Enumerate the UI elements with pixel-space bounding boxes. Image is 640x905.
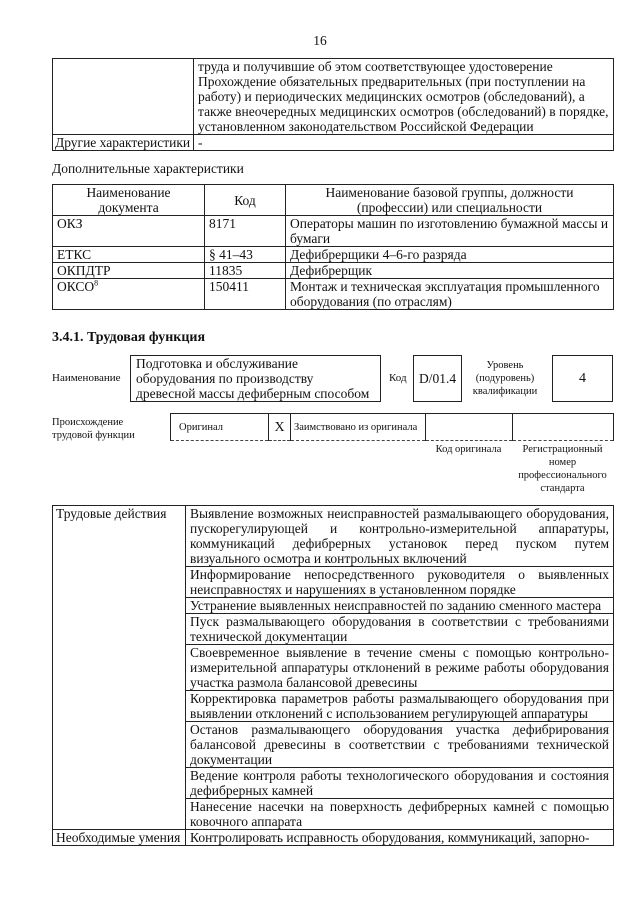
labor-action-item: Корректировка параметров работы размалывающего оборудования при выявлении отклонений с использованием регулирующей аппаратуры — [186, 691, 614, 722]
medical-exam-paragraph: Прохождение обязательных предварительных (при поступлении на работу) и периодических медицинских осмотров (обследований), а также внеочередных медицинских осмотров (обследований) в порядке, установленном законодательством Российской Федерации — [198, 74, 609, 134]
other-characteristics-label: Другие характеристики — [53, 135, 194, 151]
code-label: Код — [389, 372, 407, 384]
labor-action-item: Останов размалывающего оборудования участка дефибрирования балансовой древесины в соответствии с требованиями технической документации — [186, 722, 614, 768]
row-document-cell — [53, 279, 205, 310]
table-row — [53, 247, 614, 263]
requirements-paragraph: труда и получившие об этом соответствующее удостоверение — [198, 59, 553, 74]
labor-action-item: Ведение контроля работы технологического оборудования и состояния дефибрерных камней — [186, 768, 614, 799]
row-group-name: Операторы машин по изготовлению бумажной массы и бумаги — [286, 216, 614, 247]
registration-number-caption: Регистрационный номер профессионального стандарта — [518, 444, 607, 494]
requirements-text-cell — [194, 59, 614, 135]
header-code: Код — [205, 185, 286, 216]
labor-action-item: Пуск размалывающего оборудования в соответствии с требованиями технической документации — [186, 614, 614, 645]
labor-actions-table — [52, 505, 614, 846]
origin-table — [170, 413, 614, 441]
original-code-caption: Код оригинала — [435, 444, 502, 455]
labor-action-item: Нанесение насечки на поверхность дефибрерных камней с помощью ковочного аппарата — [186, 799, 614, 830]
name-label: Наименование — [52, 372, 121, 384]
function-name-box: Подготовка и обслуживание оборудования по производству древесной массы дефиберным способом — [130, 355, 381, 402]
row-document: ОКСО — [57, 279, 95, 294]
row-group-name: Дефибрерщики 4–6-го разряда — [286, 247, 614, 263]
row-code: 11835 — [205, 263, 286, 279]
page-number: 16 — [313, 33, 327, 48]
original-code-cell — [426, 414, 513, 441]
table-row — [53, 263, 614, 279]
requirements-label-cell — [53, 59, 194, 135]
section-title: 3.4.1. Трудовая функция — [52, 330, 206, 345]
header-document-name: Наименование документа — [53, 185, 205, 216]
table-row — [53, 216, 614, 247]
labor-action-item: Выявление возможных неисправностей размалывающего оборудования, пускорегулирующей и контрольно-измерительной аппаратуры, коммуникаций дефибрерных установок перед пуском путем визуального осмотра и контрольных включений — [186, 506, 614, 567]
function-code-box — [413, 355, 462, 402]
other-characteristics-value: - — [194, 135, 614, 151]
row-document: ЕТКС — [53, 247, 205, 263]
row-document: ОКЗ — [53, 216, 205, 247]
required-skills-label: Необходимые умения — [53, 830, 186, 846]
row-code: 8171 — [205, 216, 286, 247]
origin-label: Происхождение трудовой функции — [52, 417, 135, 441]
row-code: § 41–43 — [205, 247, 286, 263]
labor-action-item: Устранение выявленных неисправностей по заданию сменного мастера — [186, 598, 614, 614]
function-code: D/01.4 — [418, 370, 457, 386]
additional-characteristics-table — [52, 184, 614, 310]
row-code: 150411 — [205, 279, 286, 310]
qualification-level-box — [552, 355, 613, 402]
borrowed-cell: Заимствовано из оригинала — [291, 414, 426, 441]
table-row — [53, 279, 614, 310]
table-row — [53, 506, 614, 567]
row-document: ОКПДТР — [53, 263, 205, 279]
table-row — [53, 135, 614, 151]
additional-characteristics-title: Дополнительные характеристики — [52, 161, 244, 176]
footnote-marker: 8 — [94, 278, 99, 288]
row-group-name: Монтаж и техническая эксплуатация промышленного оборудования (по отраслям) — [286, 279, 614, 310]
required-skill-item: Контролировать исправность оборудования, коммуникаций, запорно- — [186, 830, 614, 846]
header-group-name: Наименование базовой группы, должности (профессии) или специальности — [286, 185, 614, 216]
labor-action-item: Своевременное выявление в течение смены с помощью контрольно-измерительной аппаратуры отклонений в режиме работы оборудования участка размола балансовой древесины — [186, 645, 614, 691]
original-mark: X — [269, 414, 291, 441]
row-group-name: Дефибрерщик — [286, 263, 614, 279]
table-header-row — [53, 185, 614, 216]
qualification-level: 4 — [579, 370, 586, 386]
original-cell: Оригинал — [171, 414, 269, 441]
qualification-level-label: Уровень (подуровень) квалификации — [472, 360, 538, 397]
reg-number-cell — [513, 414, 614, 441]
table-row — [171, 414, 614, 441]
table-row — [53, 830, 614, 846]
table-row — [53, 59, 614, 135]
labor-action-item: Информирование непосредственного руководителя о выявленных неисправностях и нарушениях в установленном порядке — [186, 567, 614, 598]
labor-actions-label: Трудовые действия — [53, 506, 186, 830]
requirements-table-continuation — [52, 58, 614, 151]
